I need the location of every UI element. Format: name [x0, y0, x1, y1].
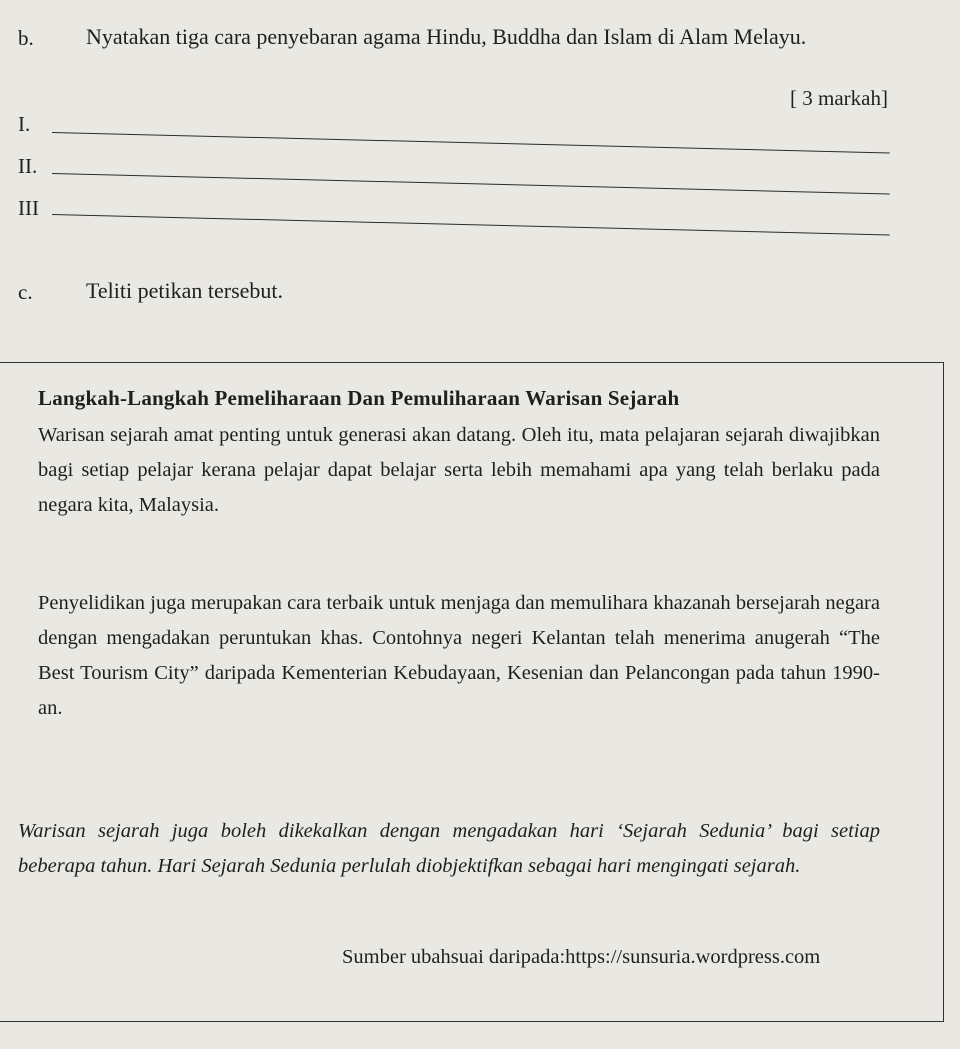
passage-paragraph-2: Penyelidikan juga merupakan cara terbaik untuk menjaga dan memulihara khazanah bersejarah negara dengan mengadakan peruntukan khas. Contohnya negeri Kelantan telah menerima anugerah “The Best Tourism City” daripada Kementerian Kebudayaan, Kesenian dan Pelancongan pada tahun 1990-an.	[38, 592, 880, 719]
answer-number-1: I.	[18, 112, 31, 136]
passage-source: Sumber ubahsuai daripada:https://sunsuria.wordpress.com	[342, 946, 821, 968]
answer-number-2: II.	[18, 154, 38, 178]
answer-number-3: III	[18, 196, 39, 220]
marks-label: [ 3 markah]	[790, 86, 888, 110]
question-b-text: Nyatakan tiga cara penyebaran agama Hindu, Buddha dan Islam di Alam Melayu.	[86, 24, 807, 49]
question-c-text: Teliti petikan tersebut.	[86, 278, 284, 303]
question-c-label: c.	[18, 280, 33, 304]
answer-line-3[interactable]	[52, 214, 890, 235]
answer-line-1[interactable]	[52, 132, 890, 153]
answer-line-2[interactable]	[52, 173, 890, 194]
passage-paragraph-1: Warisan sejarah amat penting untuk generasi akan datang. Oleh itu, mata pelajaran sejarah diwajibkan bagi setiap pelajar kerana pelajar dapat belajar serta lebih memahami apa yang telah berlaku pada negara kita, Malaysia.	[38, 424, 880, 516]
passage-paragraph-3: Warisan sejarah juga boleh dikekalkan dengan mengadakan hari ‘Sejarah Sedunia’ bagi setiap beberapa tahun. Hari Sejarah Sedunia perlulah diobjektifkan sebagai hari mengingati sejarah.	[18, 820, 880, 877]
passage-title: Langkah-Langkah Pemeliharaan Dan Pemuliharaan Warisan Sejarah	[38, 386, 680, 410]
question-b-label: b.	[18, 26, 34, 50]
